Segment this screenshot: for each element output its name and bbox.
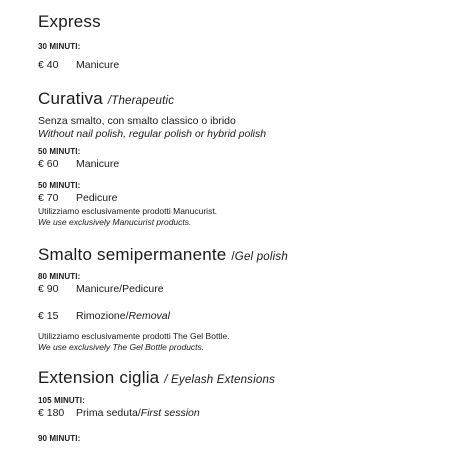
section-title-extension: [38, 368, 438, 390]
curativa-manicure-row: [38, 158, 438, 171]
extension-title: Extension ciglia: [38, 368, 160, 387]
express-manicure-service: Manicure: [76, 59, 120, 71]
curativa-manicure-service: Manicure: [76, 158, 120, 170]
section-extension: [38, 368, 438, 444]
smalto-note-en: We use exclusively The Gel Bottle products.: [38, 342, 205, 352]
section-smalto: [38, 245, 438, 353]
smalto-note-it: Utilizziamo esclusivamente prodotti The Gel Bottle.: [38, 331, 230, 341]
extension-service-it: Prima seduta/: [76, 407, 141, 419]
express-duration: 30 MINUTI:: [38, 42, 81, 51]
curativa-manicure-price: € 60: [38, 158, 59, 170]
smalto-removal-service-en: Removal: [128, 310, 170, 322]
curativa-pedicure-duration: 50 MINUTI:: [38, 181, 81, 190]
smalto-service: Manicure/Pedicure: [76, 283, 164, 295]
extension-price: € 180: [38, 407, 65, 419]
curativa-pedicure-price: € 70: [38, 192, 59, 204]
curativa-subtitle: /Therapeutic: [107, 95, 175, 107]
smalto-removal-price: € 15: [38, 310, 59, 322]
smalto-title: Smalto semipermanente: [38, 245, 227, 264]
curativa-pedicure-row: [38, 192, 438, 205]
curativa-desc-it: Senza smalto, con smalto classico o ibrido: [38, 115, 236, 127]
extension-duration: 105 MINUTI:: [38, 396, 85, 405]
smalto-row: [38, 283, 438, 296]
express-title: Express: [38, 12, 101, 31]
express-manicure-price: € 40: [38, 59, 59, 71]
section-title-smalto: [38, 245, 438, 267]
curativa-desc-en: Without nail polish, regular polish or hybrid polish: [38, 128, 267, 140]
price-list: [38, 12, 438, 444]
section-title-express: [38, 12, 438, 34]
smalto-slash: /: [231, 251, 235, 263]
smalto-duration: 80 MINUTI:: [38, 272, 81, 281]
section-express: [38, 12, 438, 72]
extension-next-duration: 90 MINUTI:: [38, 434, 81, 443]
extension-service-en: First session: [140, 407, 200, 419]
section-title-curativa: [38, 89, 438, 111]
curativa-manicure-duration: 50 MINUTI:: [38, 147, 81, 156]
extension-row: [38, 407, 438, 420]
curativa-pedicure-service: Pedicure: [76, 192, 118, 204]
smalto-removal-row: [38, 310, 438, 323]
section-curativa: [38, 89, 438, 228]
smalto-price: € 90: [38, 283, 59, 295]
smalto-removal-service-it: Rimozione/: [76, 310, 129, 322]
curativa-title: Curativa: [38, 89, 103, 108]
extension-subtitle: / Eyelash Extensions: [164, 374, 276, 386]
smalto-subtitle: Gel polish: [234, 251, 288, 263]
curativa-note-it: Utilizziamo esclusivamente prodotti Manucurist.: [38, 206, 218, 216]
curativa-note-en: We use exclusively Manucurist products.: [38, 217, 192, 227]
express-manicure-row: [38, 59, 438, 72]
